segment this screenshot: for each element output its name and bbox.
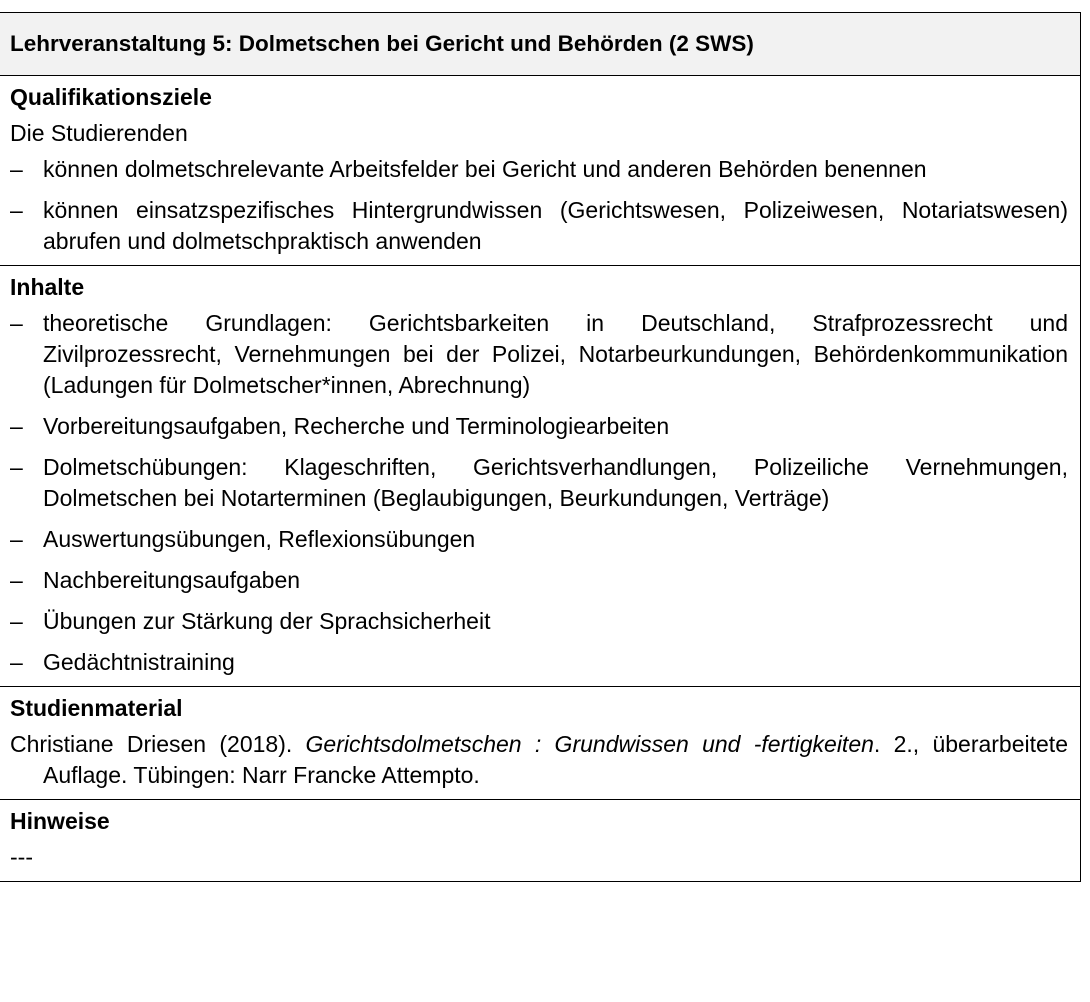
reference-details: . 2., überarbeitete Auflage. Tübingen: Narr Francke Attempto.	[43, 731, 1068, 788]
reference-author: Christiane Driesen (2018).	[10, 731, 306, 757]
inhalte-list	[10, 308, 1068, 678]
hinweise-section	[0, 799, 1080, 881]
list-item: – Übungen zur Stärkung der Sprachsicherheit	[10, 606, 1068, 637]
list-item: – können einsatzspezifisches Hintergrundwissen (Gerichtswesen, Polizeiwesen, Notariatswesen) abrufen und dolmetschpraktisch anwenden	[10, 197, 1068, 254]
dash-bullet: –	[10, 156, 23, 182]
list-item: – Dolmetschübungen: Klageschriften, Gerichtsverhandlungen, Polizeiliche Vernehmungen, Dolmetschen bei Notarterminen (Beglaubigungen, Beurkundungen, Verträge)	[10, 454, 1068, 511]
dash-bullet: –	[10, 310, 23, 336]
literature-reference	[10, 729, 1068, 791]
dash-bullet: –	[10, 526, 23, 552]
dash-bullet: –	[10, 608, 23, 634]
list-item: – Nachbereitungsaufgaben	[10, 565, 1068, 596]
list-item: – können dolmetschrelevante Arbeitsfelder bei Gericht und anderen Behörden benennen	[10, 154, 1068, 185]
course-title-row	[0, 13, 1080, 75]
dash-bullet: –	[10, 567, 23, 593]
qualifikationsziele-heading: Qualifikationsziele	[10, 84, 212, 110]
list-item: – Auswertungsübungen, Reflexionsübungen	[10, 524, 1068, 555]
qualifikationsziele-list	[10, 154, 1068, 257]
inhalte-heading: Inhalte	[10, 274, 85, 300]
course-title: Lehrveranstaltung 5: Dolmetschen bei Gericht und Behörden (2 SWS)	[10, 31, 754, 56]
dash-bullet: –	[10, 197, 23, 223]
list-item: – Gedächtnistraining	[10, 647, 1068, 678]
list-item: – Vorbereitungsaufgaben, Recherche und Terminologiearbeiten	[10, 411, 1068, 442]
qualifikationsziele-section	[0, 75, 1080, 265]
studienmaterial-heading: Studienmaterial	[10, 695, 183, 721]
list-item: – theoretische Grundlagen: Gerichtsbarkeiten in Deutschland, Strafprozessrecht und Zivilprozessrecht, Vernehmungen bei der Polizei, Notarbeurkundungen, Behördenkommunikation (Ladungen für Dolmetscher*innen, Abrechnung)	[10, 310, 1068, 398]
inhalte-section	[0, 265, 1080, 686]
studienmaterial-section	[0, 686, 1080, 799]
dash-bullet: –	[10, 454, 23, 480]
dash-bullet: –	[10, 413, 23, 439]
module-table	[0, 12, 1081, 882]
hinweise-heading: Hinweise	[10, 808, 110, 834]
hinweise-text: ---	[10, 844, 33, 870]
dash-bullet: –	[10, 649, 23, 675]
qualifikationsziele-intro: Die Studierenden	[10, 120, 188, 146]
reference-book-title: Gerichtsdolmetschen : Grundwissen und -fertigkeiten	[305, 731, 874, 757]
